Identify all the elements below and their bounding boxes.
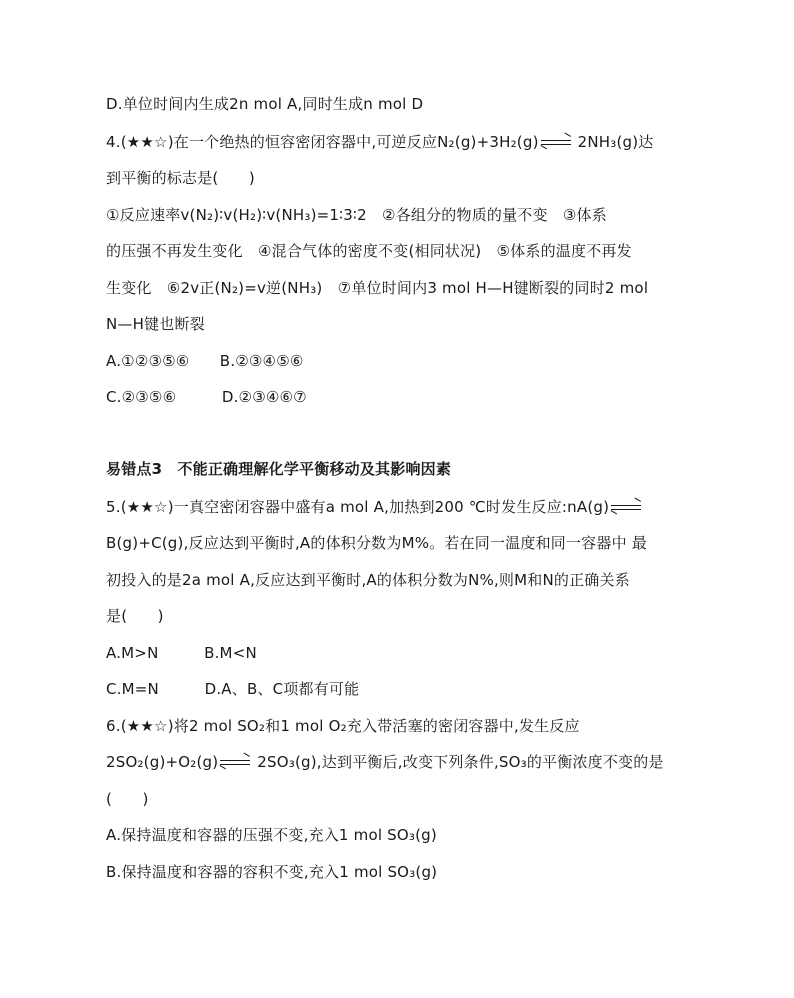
question-5-options-cd: C.M=N D.A、B、C项都有可能 xyxy=(106,680,360,698)
question-6-text-part1: 2SO₂(g)+O₂(g) xyxy=(106,753,219,771)
question-5-options-ab: A.M>N B.M<N xyxy=(106,644,257,662)
equilibrium-arrow-icon xyxy=(220,759,250,767)
equilibrium-arrow-icon xyxy=(541,139,571,147)
question-4-statement-line3: 生变化 ⑥2v正(N₂)=v逆(NH₃) ⑦单位时间内3 mol H—H键断裂的同时2 mol xyxy=(106,279,649,297)
question-4-options-cd: C.②③⑤⑥ D.②③④⑥⑦ xyxy=(106,388,307,406)
question-4-statement-line2: 的压强不再发生变化 ④混合气体的密度不变(相同状况) ⑤体系的温度不再发 xyxy=(106,242,632,260)
question-4-stem-line2: 到平衡的标志是( ) xyxy=(106,169,255,187)
question-4-stem-line1 xyxy=(106,132,653,152)
question-6-option-b: B.保持温度和容器的容积不变,充入1 mol SO₃(g) xyxy=(106,863,438,881)
question-5-stem-line4: 是( ) xyxy=(106,607,164,625)
question-6-stem-line3: ( ) xyxy=(106,790,149,808)
question-5-text-part1: 5.(★★☆)一真空密闭容器中盛有a mol A,加热到200 ℃时发生反应:nA(g) xyxy=(106,498,610,516)
question-5-stem-line2: B(g)+C(g),反应达到平衡时,A的体积分数为M%。若在同一温度和同一容器中 最 xyxy=(106,534,647,552)
question-6-text-part2: 2SO₃(g),达到平衡后,改变下列条件,SO₃的平衡浓度不变的是 xyxy=(252,753,664,771)
question-6-stem-line1: 6.(★★☆)将2 mol SO₂和1 mol O₂充入带活塞的密闭容器中,发生反应 xyxy=(106,717,580,735)
question-4-text-part2: 2NH₃(g)达 xyxy=(572,133,654,151)
question-4-statement-line4: N—H键也断裂 xyxy=(106,315,205,333)
question-6-option-a: A.保持温度和容器的压强不变,充入1 mol SO₃(g) xyxy=(106,826,437,844)
question-6-stem-line2 xyxy=(106,752,664,772)
question-5-stem-line1 xyxy=(106,497,643,517)
equilibrium-arrow-icon xyxy=(611,504,641,512)
question-5-stem-line3: 初投入的是2a mol A,反应达到平衡时,A的体积分数为N%,则M和N的正确关系 xyxy=(106,571,630,589)
section-heading: 易错点3 不能正确理解化学平衡移动及其影响因素 xyxy=(106,460,452,478)
question-4-options-ab: A.①②③⑤⑥ B.②③④⑤⑥ xyxy=(106,352,304,370)
question-4-statement-line1: ①反应速率v(N₂)∶v(H₂)∶v(NH₃)=1∶3∶2 ②各组分的物质的量不变 ③体系 xyxy=(106,206,607,224)
question-4-text-part1: 4.(★★☆)在一个绝热的恒容密闭容器中,可逆反应N₂(g)+3H₂(g) xyxy=(106,133,539,151)
option-3d: D.单位时间内生成2n mol A,同时生成n mol D xyxy=(106,95,424,113)
